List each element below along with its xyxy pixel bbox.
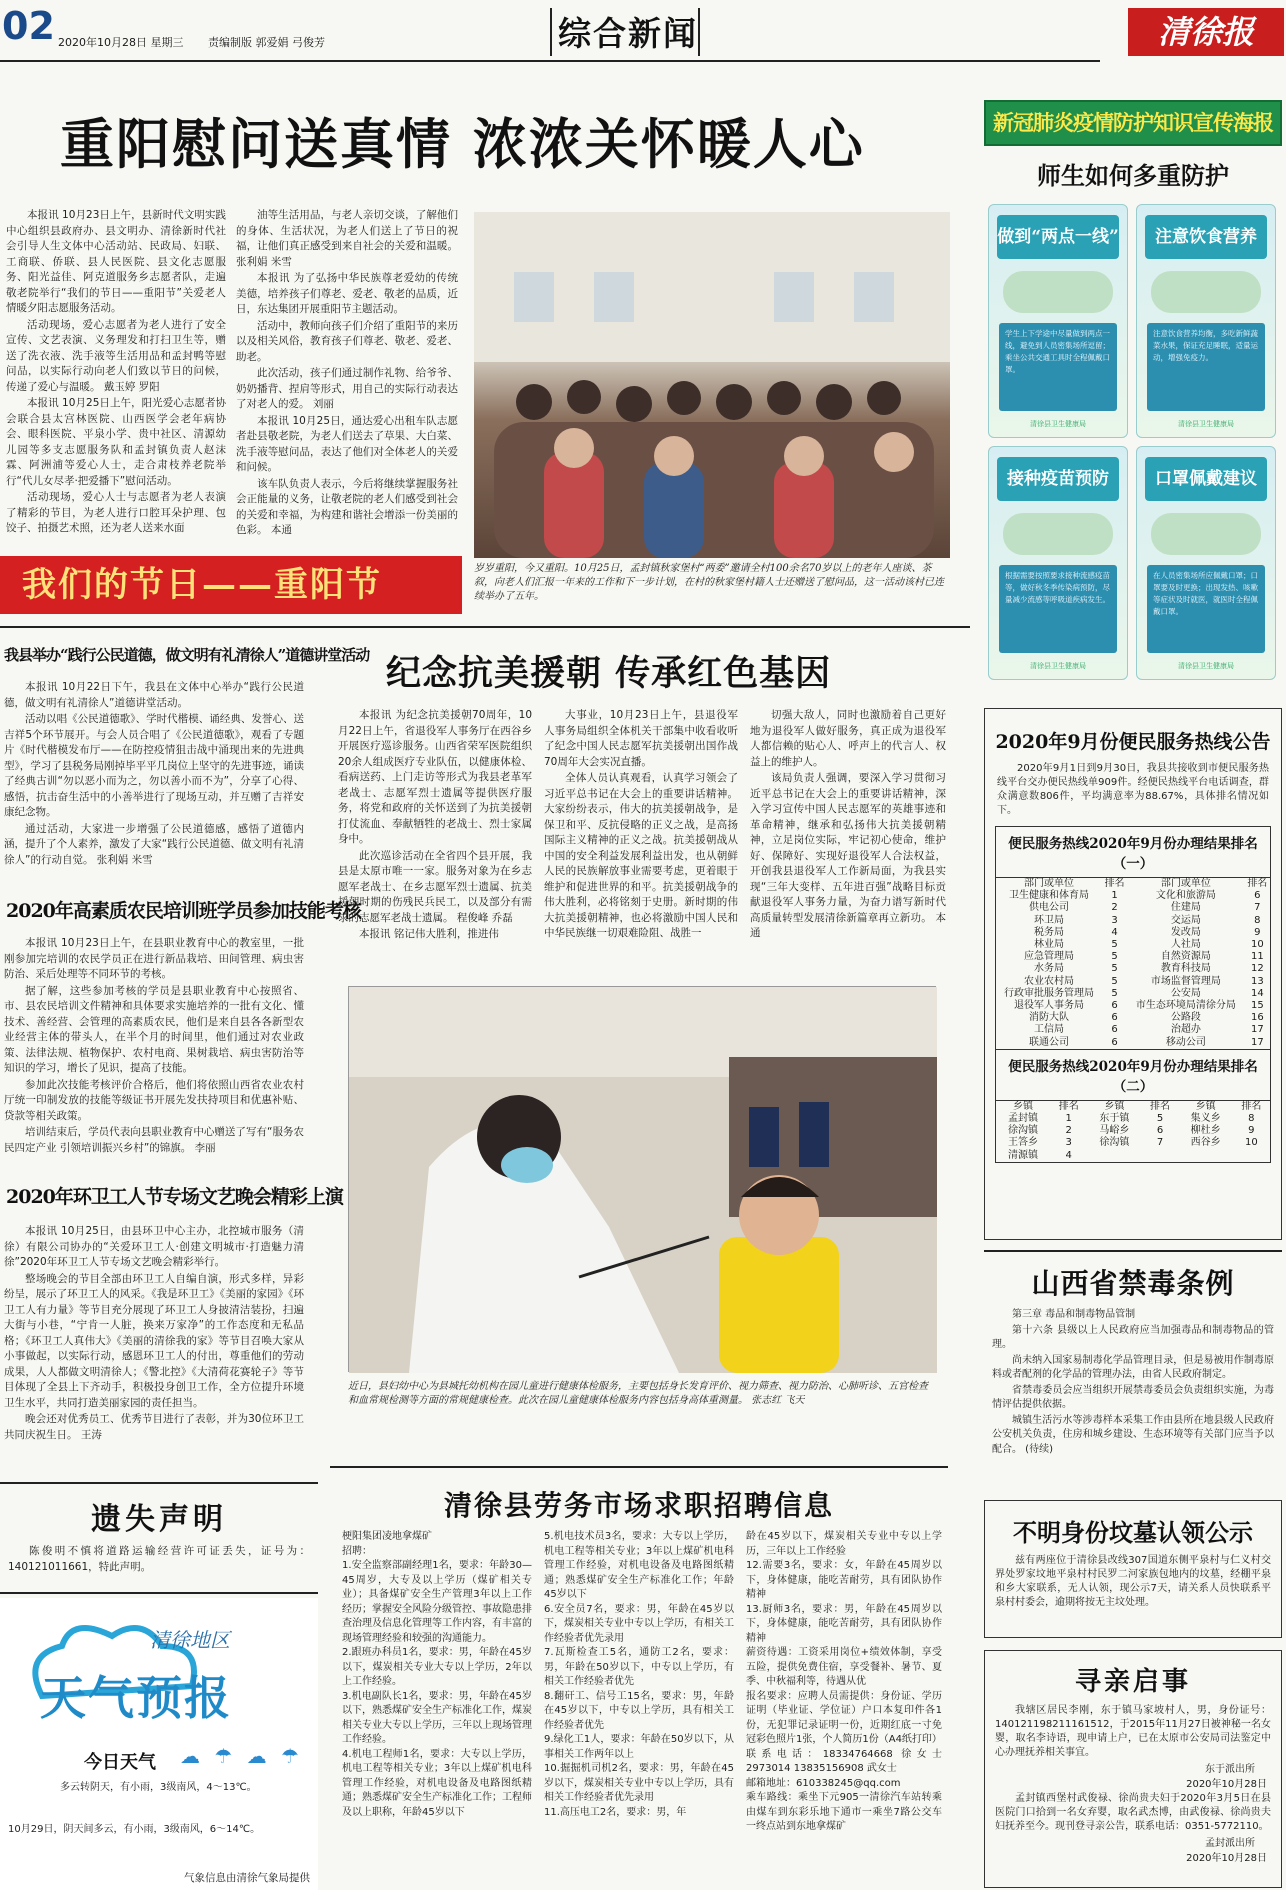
article-d-title: 纪念抗美援朝 传承红色基因 [386, 653, 832, 694]
grave-text: 兹有两座位于清徐县改线307国道东侧平泉村与仁义村交界处罗家坟地平泉村村民罗二河家族包地内的坟墓，经棚平泉和乡大家联系，无人认领，现公示7天，请关系人员快联系平泉村村委会，逾期将按无主坟处理。 [995, 1555, 1271, 1608]
article-d-col2: 大事业，10月23日上午，县退役军人事务局组织全体机关干部集中收看收听了纪念中国人民志愿军抗美援朝出国作战70周年大会实况直播。 全体人员认真观看，认真学习领会了习近平总书记在大会上的重要讲话精神。大家纷纷表示，伟大的抗美援朝战争，是保卫和平、反抗侵略的正义之战，是高扬国际主义精神的正义之战。抗美援朝战从中国的安全利益发展利益出发，也从朝鲜人民的民族解放事业需要考虑，更着眼于维护和促进世界的和平。抗美援朝战争的伟大胜利，必将铭刻于史册。新时期的伟大抗美援朝精神，也必将激励中国人民和中华民族继一切艰难险阻、战胜一 [544, 709, 738, 939]
page-header [0, 0, 1286, 68]
table-row: 供电公司 2 住建局 7 [1028, 902, 1261, 914]
weather-icons: ☁ ☂ ☁ ☂ [180, 1744, 303, 1768]
hotline-title: 2020年9月份便民服务热线公告 [995, 731, 1271, 753]
article-a-body: 本报讯 10月22日下午，我县在文体中心举办“践行公民道德，做文明有礼清徐人”道德讲堂活动。 活动以唱《公民道德歌》、学时代楷模、诵经典、发誉心、送吉祥5个环节展开。与会人员合唱了《公民道德歌》，观看了专题片《时代楷模发布厅——在防控疫情狙击战中涌现出来的先进典型》，学习了县税务局刚掉毕平平几岗位上坚守的先进事迹，诵读了经典古训“勿以恶小而为之，勿以善小而不为”，分享了心得、感悟，抗击奋生活中的小善举进行了现场互动，并互赠了吉祥安康纪念物。 通过活动，大家进一步增强了公民道德感，感悟了道德内涵，提升了个人素养，激发了大家“践行公民道德、做文明有礼清徐人”的行动自觉。 张利娟 米雪 [4, 681, 304, 866]
weather-logo: 天气预报 [40, 1671, 232, 1725]
weather-credit: 气象信息由清徐气象局提供 [184, 1872, 310, 1884]
lost-notice-text: 陈俊明不慎将道路运输经营许可证丢失，证号为：140121011661，特此声明。 [8, 1545, 310, 1573]
search-notice [984, 1650, 1282, 1888]
hotline-box [984, 708, 1282, 1240]
article-b-title: 2020年高素质农民培训班学员参加技能考核 [6, 900, 361, 922]
table-row: 税务局 4 发改局 9 [1033, 926, 1261, 938]
search-date1: 2020年10月28日 [1186, 1779, 1267, 1790]
table-row: 徐沟镇 2 马峪乡 6 柳杜乡 9 [1008, 1125, 1255, 1137]
grave-title: 不明身份坟墓认领公示 [1013, 1518, 1253, 1547]
hotline-table1-title: 便民服务热线2020年9月份办理结果排名（一） [996, 827, 1270, 878]
weather-today-text: 多云转阴天，有小雨，3级南风，4～13℃。 [60, 1782, 257, 1793]
lost-notice [0, 1482, 318, 1594]
poster-two-points: 做到“两点一线” 学生上下学途中尽量做到两点一线，避免到人员密集场所逗留；乘坐公共交通工具时全程佩戴口罩。 清徐县卫生健康局 [988, 204, 1128, 438]
search-sign2: 孟封派出所 [1205, 1838, 1255, 1849]
table-header-row: 部门或单位 排名 部门或单位 排名 [1023, 878, 1268, 889]
table-row: 工信局 6 治超办 17 [1033, 1024, 1264, 1036]
article1-col1: 本报讯 10月23日上午，县新时代文明实践中心组织县政府办、县文明办、清徐新时代社会引导人生文体中心活动站、民政局、妇联、工商联、侨联、县人民医院、县文化志愿服务、阳光益佳、阿克道服务乡志愿者队，走遍敬老院举行“我们的节日——重阳节”关爱老人情暖夕阳志愿服务活动。 活动现场，爱心志愿者为老人进行了安全宣传、文艺表演、义务理发和打扫卫生等，赠送了洗衣液、洗手液等生活用品和孟封鸭等慰问品，以实际行动向老人们致以节日的问候，传递了爱心与温暖。 戴玉婷 罗阳 本报讯 10月25日上午，阳光爱心志愿者协会联合县太宫林医院、山西医学会老年病协会、眼科医院、平泉小学、贵中社区、清源幼儿园等多支志愿服务队和孟封镇负责人赵沫霖、阿洲浦等爱心人士，走合肃枝养老院举行“代儿女尽孝·把爱播下”慰问活动。 活动现场，爱心人士与志愿者为老人表演了精彩的节目，为老人进行口腔耳朵护理、包饺子、拍摄艺术照，还为老人送来水面 [6, 209, 226, 534]
table-row: 清源镇 4 [1008, 1149, 1072, 1161]
hotline-table2-title: 便民服务热线2020年9月份办理结果排名（二） [996, 1049, 1270, 1101]
section-title: 综合新闻 [550, 8, 700, 56]
search-sign1: 东于派出所 [1205, 1764, 1255, 1775]
epidemic-banner-text: 新冠肺炎疫情防护知识宣传海报 [993, 110, 1273, 135]
table-row: 应急管理局 5 自然资源局 11 [1023, 951, 1264, 963]
festival-banner [0, 556, 462, 614]
search-text2: 孟封镇西堡村武俊禄、徐尚贵夫妇于2020年3月5日在县医院门口拾到一名女弃婴，取名武杰博，由武俊禄、徐尚贵夫妇抚养至今。现刊登寻亲公告，联系电话：0351-5772110。 [995, 1793, 1271, 1832]
antidrug-title: 山西省禁毒条例 [1031, 1267, 1235, 1300]
weather-box [0, 1598, 318, 1890]
epidemic-banner [984, 100, 1282, 146]
hotline-table2 [996, 1101, 1270, 1162]
table-row: 农业农村局 5 市场监督管理局 13 [1023, 975, 1264, 987]
photo2-caption: 近日，县妇幼中心为县城托幼机构在园儿童进行健康体检服务，主要包括身长发育评价、视力筛查、视力防治、心肺听诊、五官检查和血常规检测等方面的常规健康检查。此次在园儿童健康体检服务内容包括身高体重测量。 张志红 飞天 [348, 1381, 928, 1406]
article-c-title: 2020年环卫工人节专场文艺晚会精彩上演 [6, 1186, 343, 1208]
table-row: 林业局 5 人社局 10 [1033, 939, 1264, 951]
divider [0, 626, 970, 628]
search-text: 我辖区居民李刚，东于镇马家坡村人，男，身份证号：140121198211161512，于2015年11月27日被神秘一名女婴，取名李诗语，现申请上户，已在太原市公安局司法鉴定中心办理抚养相关事宜。 [995, 1705, 1271, 1758]
poster-vaccine: 接种疫苗预防 根据需要按照要求接种流感疫苗等，做好秋冬季传染病预防，尽量减少流感等呼吸道疾病发生。 清徐县卫生健康局 [988, 446, 1128, 680]
jobs-col2: 5.机电技术员3名，要求：大专以上学历，机电工程等相关专业；3年以上煤矿机电科管理工作经验，对机电设备及电路图纸精通；熟悉煤矿安全生产标准化工作；年龄45岁以下 6.安全员7名，要求：男，年龄在45岁以下，煤炭相关专业中专以上学历，有相关工作经验者优先录用 7.瓦斯检查工5名，通防工2名，要求：男，年龄在50岁以下，中专以上学历，有相关工作经验者优先 8.翻矸工、信号工15名，要求：男，年龄在45岁以下，中专以上学历，具有相关工作经验者优先 9.绿化工1人，要求：年龄在50岁以下，从事相关工作两年以上 10.掘掘机司机2名，要求：男，年龄在45岁以下，煤炭相关专业中专以上学历，具有相关工作经验者优先录用 11.高压电工2名，要求：男，年 [544, 1531, 734, 1818]
photo1-caption: 岁岁重阳，今又重阳。10月25日，孟封镇秋家堡村“两委”邀请全村100余名70岁以上的老年人座谈、茶叙，向老人们汇报一年来的工作和下一步计划，在村的秋家堡村籍人士还赠送了慰问品，这一活动该村已连续举办了五年。 [474, 563, 944, 602]
table-row: 消防大队 6 公路段 16 [1028, 1012, 1264, 1024]
search-title: 寻亲启事 [1074, 1667, 1191, 1697]
date-line: 2020年10月28日 星期三 [58, 36, 184, 49]
epidemic-subtitle: 师生如何多重防护 [1037, 161, 1229, 190]
article-b-body: 本报讯 10月23日上午，在县职业教育中心的教室里，一批刚参加完培训的农民学员正在进行新品栽培、田间管理、病虫害防治、采后处理等不同环节的考核。 据了解，这些参加考核的学员是县职业教育中心按照省、市、县农民培训文件精神和具体要求实施培养的一批有文化、懂技术、善经营、会管理的高素质农民，他们是来自县各各新型农业经营主体的带头人，在半个月的时间里，他们通过对农业政策、法律法规、植物保护、农村电商、果树栽培、病虫害防治等知识的学习，增长了见识，提高了技能。 参加此次技能考核评价合格后，他们将依照山西省农业农村厅统一印制发放的技能等级证书开展先发扶持项目和优惠补贴、贷款等相关政策。 培训结束后，学员代表向县职业教育中心赠送了写有“服务农民四定产业 引领培训振兴乡村”的锦旗。 李丽 [4, 937, 304, 1154]
photo-child-checkup [348, 986, 936, 1372]
table-row: 行政审批服务管理局 5 公安局 14 [1003, 987, 1264, 999]
article-a-title: 我县举办“践行公民道德，做文明有礼清徐人”道德讲堂活动 [4, 646, 370, 664]
main-headline: 重阳慰问送真情 浓浓关怀暖人心 [60, 112, 865, 176]
table-row: 王答乡 3 徐沟镇 7 西谷乡 10 [1008, 1137, 1258, 1149]
table-row: 环卫局 3 交运局 8 [1033, 914, 1261, 926]
masthead-logo: 清徐报 [1128, 8, 1284, 56]
table-row: 联通公司 6 移动公司 17 [1028, 1036, 1264, 1048]
hotline-table1 [996, 878, 1270, 1049]
table-row: 卫生健康和体育局 1 文化和旅游局 6 [1008, 890, 1261, 902]
antidrug-body: 第三章 毒品和制毒物品管制 第十六条 县级以上人民政府应当加强毒品和制毒物品的管理。 尚未纳入国家易制毒化学品管理目录，但是易被用作制毒原料或者配剂的化学品的管理办法，由省人民政府制定。 省禁毒委员会应当组织开展禁毒委员会负责组织实施，为毒情评估提供依据。 城镇生活污水等涉毒样本采集工作由县所在地县级人民政府公安机关负责，住房和城乡建设、生态环境等有关部门应当予以配合。 (待续) [992, 1309, 1274, 1455]
table-row: 退役军人事务局 6 市生态环境局清徐分局 15 [1013, 1000, 1264, 1012]
weather-today-label: 今日天气 [84, 1752, 156, 1773]
antidrug-box [984, 1250, 1282, 1482]
hotline-intro: 2020年9月1日到9月30日，我县共接收到市便民服务热线平台交办便民热线单909件。经便民热线平台电话调查，群众满意数806件，平均满意率为88.67%，具体排名情况如下。 [997, 763, 1269, 816]
poster-nutrition: 注意饮食营养 注意饮食营养均衡，多吃新鲜蔬菜水果，保证充足睡眠，适量运动，增强免疫力。 清徐县卫生健康局 [1136, 204, 1276, 438]
poster-mask: 口罩佩戴建议 在人员密集场所应佩戴口罩；口罩要及时更换；出现发热、咳嗽等症状及时就医，就医时全程佩戴口罩。 清徐县卫生健康局 [1136, 446, 1276, 680]
jobs-col1: 梗阳集团凌地拿煤矿 招聘： 1.安全监察部副经理1名，要求：年龄30—45周岁，大专及以上学历（煤矿相关专业）；具备煤矿安全生产管理3年以上工作经历；掌握安全风险分级管控、事故隐患排查治理及信息化管理等工作内容，有丰富的现场管理经验和较强的沟通能力。 2.跟班办科员1名，要求：男，年龄在45岁以下，煤炭相关专业大专以上学历，2年以上工作经验。 3.机电副队长1名，要求：男，年龄在45岁以下，熟悉煤矿安全生产标准化工作，煤炭相关专业大专以上学历，三年以上现场管理工作经验。 4.机电工程师1名，要求：大专以上学历，机电工程等相关专业；3年以上煤矿机电科管理工作经验，对机电设备及电路图纸精通；熟悉煤矿安全生产标准化工作；工程师及以上职称，年龄45岁以下 [342, 1531, 532, 1818]
article1-col2: 油等生活用品，与老人亲切交谈，了解他们的身体、生活状况，为老人们送上了节日的祝福，让他们真正感受到来自社会的关爱和温暖。 张利娟 米雪 本报讯 为了弘扬中华民族尊老爱幼的传统美德，培养孩子们尊老、爱老、敬老的品质，近日，东达集团开展重阳节主题活动。 活动中，教师向孩子们介绍了重阳节的来历以及相关风俗，教育孩子们尊老、敬老、爱老、助老。 此次活动，孩子们通过制作礼物、给爷爷、奶奶播背、捏肩等形式，用自己的实际行动表达了对老人的爱。 刘丽 本报讯 10月25日，通达爱心出租车队志愿者赴县敬老院，为老人们送去了草果、大白菜、洗手液等慰问品，表达了他们对全体老人的关爱和问候。 该车队负责人表示，今后将继续掌握服务社会正能量的义务，让敬老院的老人们感受到社会的关爱和幸福，为构建和谐社会增添一份美丽的色彩。 本通 [236, 209, 458, 536]
grave-notice [984, 1500, 1282, 1638]
header-rule [0, 60, 1100, 62]
search-date2: 2020年10月28日 [1186, 1853, 1267, 1864]
photo-elderly-gathering [474, 212, 950, 558]
festival-banner-text: 我们的节日——重阳节 [22, 565, 382, 605]
table-row: 孟封镇 1 东于镇 5 集义乡 8 [1008, 1113, 1255, 1125]
epidemic-posters [984, 200, 1282, 686]
article-c-body: 本报讯 10月25日，由县环卫中心主办，北控城市服务（清徐）有限公司协办的“关爱环卫工人·创建文明城市·打造魅力清徐”2020年环卫工人节专场文艺晚会精彩举行。 整场晚会的节目全部由环卫工人自编自演，形式多样，异彩纷呈，展示了环卫工人的风采。《我是环卫工》《美丽的家园》《环卫工人有力量》等节目充分展现了环卫工人身披清洁装扮，扫遍大街与小巷，“宁肯一人脏，换来万家净”的工作态度和无私品格；《环卫工人真伟大》《美丽的清徐我的家》等节目召唤大家从小事做起，以实际行动，感恩环卫工人的付出，尊重他们的劳动成果，人人都做文明清徐人；《警北控》《大清荷花赛轮子》等节目体现了全县上下齐动手，积极投身创卫工作，全方位提升环境卫生水平，共同打造美丽家园的责任担当。 晚会还对优秀员工、优秀节目进行了表彰，并为30位环卫工共同庆祝生日。 王涛 [4, 1225, 304, 1441]
table-header-row: 乡镇 排名 乡镇 排名 乡镇 排名 [1013, 1100, 1262, 1112]
weather-region: 清徐地区 [150, 1628, 230, 1652]
lost-notice-title: 遗失声明 [91, 1502, 227, 1537]
article-d-col1: 本报讯 为纪念抗美援朝70周年，10月22日上午，省退役军人事务厅在西谷乡开展医疗巡诊服务。山西省荣军医院组织20余人组成医疗专业队伍，以健康体检、看病送药、上门走访等形式为我县老革军老战士、志愿军烈士遗属等提供医疗服务，将党和政府的关怀送到了为抗美援朝打仗流血、奉献牺牲的老战士、烈士家属身中。 此次巡诊活动在全省四个县开展，我县是太原市唯一一家。服务对象为在乡志愿军老战士、在乡志愿军烈士遗属、抗美援朝时期的伤残民兵民工，以及部分有需求的志愿军老战士遗属。 程俊峰 乔磊 本报讯 铭记伟大胜利，推进伟 [338, 709, 532, 940]
jobs-box [330, 1466, 948, 1890]
page-number: 02 [2, 4, 55, 48]
jobs-col3: 龄在45岁以下，煤炭相关专业中专以上学历，三年以上工作经验 12.需要3名，要求：女，年龄在45周岁以下，身体健康，能吃苦耐劳，具有团队协作精神 13.厨师3名，要求：男，年龄在45周岁以下，身体健康，能吃苦耐劳，具有团队协作精神 薪资待遇：工资采用岗位+绩效体制，享受五险，提供免费住宿，享受餐补、暑节、夏季、中秋福利等，待遇从优 报名要求：应聘人员需提供：身份证、学历证明（毕业证、学位证）户口本复印件各1份，无犯罪记录证明一份，近期红底一寸免冠彩色照片1张，个人简历1份（A4纸打印） 联系电话：18334764668 徐女士 2973014 13835156908 武女士 邮箱地址：610338245@qq.com 乘车路线：乘坐下元905一清徐汽车站转乘由煤车到东彩乐地下通市一乘坐7路公交车一终点站到东地拿煤矿 [746, 1531, 942, 1832]
weather-tomorrow-text: 10月29日，阴天间多云，有小雨，3级南风，6～14℃。 [8, 1824, 261, 1835]
table-row: 水务局 5 教育科技局 12 [1033, 963, 1264, 975]
article-d-col3: 切强大敌人，同时也激励着自己更好地为退役军人做好服务，真正成为退役军人都信赖的贴心人、呼声上的代言人、权益上的维护人。 该局负责人强调，要深入学习贯彻习近平总书记在大会上的重要讲话精神，深入学习宣传中国人民志愿军的英雄事迹和革命精神，继承和弘扬伟大抗美援朝精神，立足岗位实际，牢记初心使命，维护好、保障好、实现好退役军人合法权益，开创我县退役军人工作新局面，为我县实现“三年大变样、五年进百强”战略目标贡献退役军人事务力量，为奋力谱写新时代高质量转型发展清徐新篇章再立新功。 本通 [750, 709, 946, 939]
editor-line: 责编制版 郭爱娟 弓俊芳 [208, 36, 325, 49]
jobs-title: 清徐县劳务市场求职招聘信息 [443, 1489, 834, 1522]
